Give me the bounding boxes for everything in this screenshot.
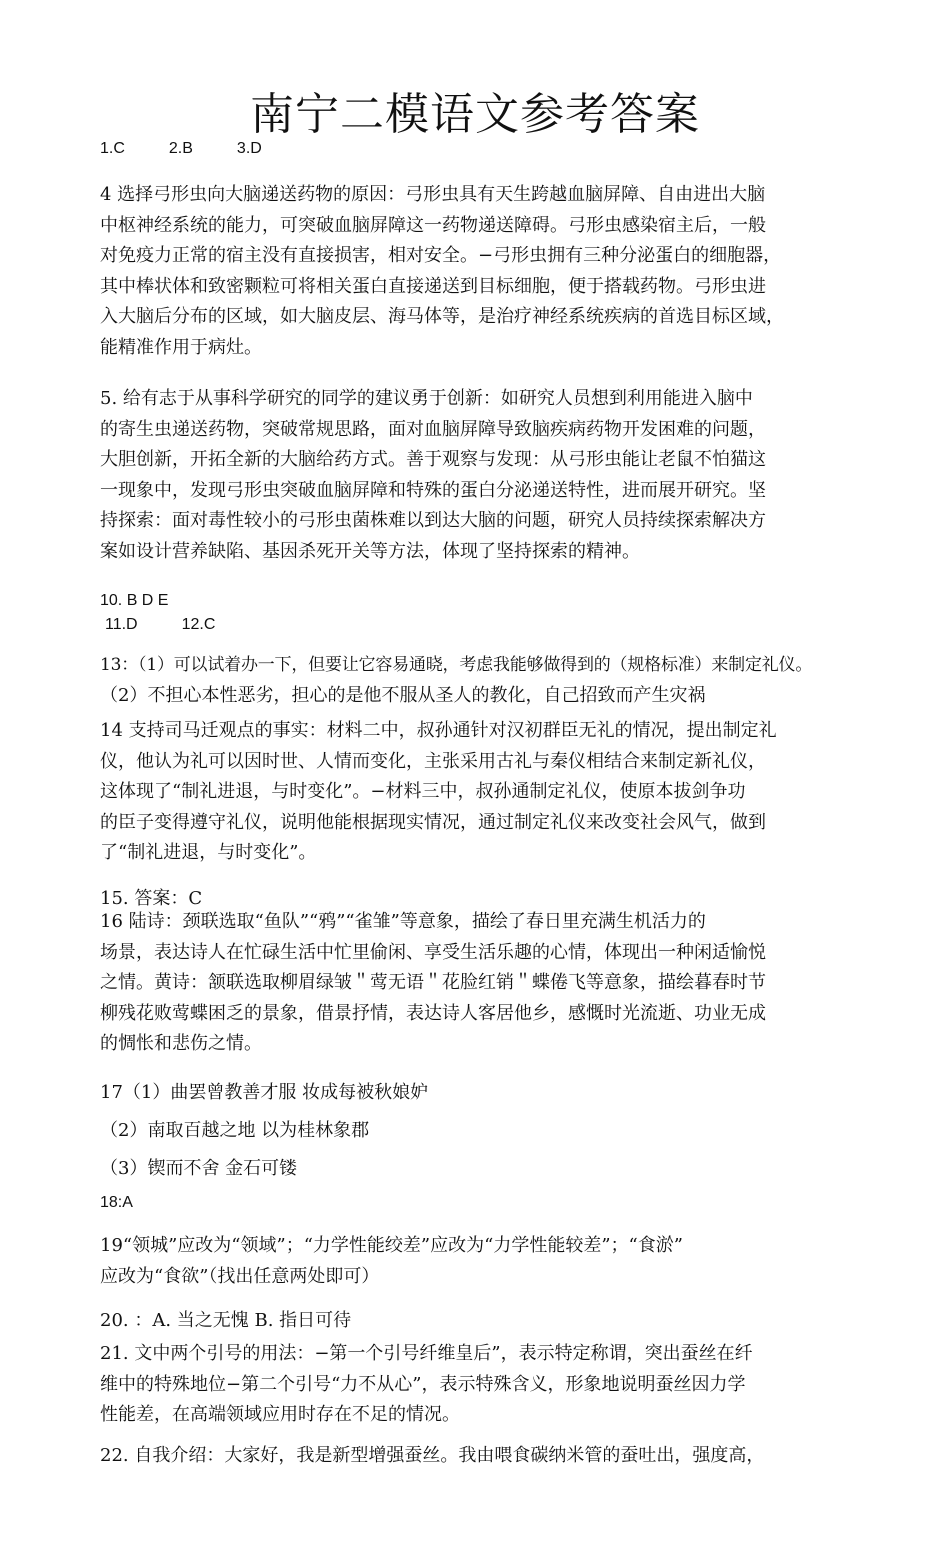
- question-16-answer: [100, 907, 845, 1060]
- text-line: （3）锲而不舍 金石可镂: [100, 1158, 298, 1179]
- answer-11: 11.D: [105, 616, 138, 633]
- text-line: 16 陆诗：颈联选取“鱼队”“鸦”“雀雏”等意象，描绘了春日里充满生机活力的: [100, 911, 706, 932]
- text-line: 之情。黄诗：颔联选取柳眉绿皱＂莺无语＂花脸红销＂蝶倦飞等意象，描绘暮春时节: [100, 972, 766, 993]
- answer-2: 2.B: [168, 140, 193, 157]
- question-19-answer: [100, 1231, 845, 1292]
- question-10-answer: 10. B D E: [100, 592, 169, 609]
- answers-1-3: [100, 134, 845, 165]
- text-line: 这体现了“制礼进退，与时变化”。−材料三中，叔孙通制定礼仪，使原本拔剑争功: [100, 781, 746, 802]
- text-line: 19“领城”应改为“领域”；“力学性能绞差”应改为“力学性能较差”；“食淤”: [100, 1235, 683, 1256]
- text-line: 的臣子变得遵守礼仪，说明他能根据现实情况，通过制定礼仪来改变社会风气，做到: [100, 811, 766, 833]
- text-line: （2）不担心本性恶劣，担心的是他不服从圣人的教化，自己招致而产生灾祸: [100, 684, 706, 706]
- text-line: 性能差，在高端领域应用时存在不足的情况。: [100, 1404, 460, 1425]
- text-line: 一现象中，发现弓形虫突破血脑屏障和特殊的蛋白分泌递送特性，进而展开研究。坚: [100, 479, 766, 501]
- text-line: 对免疫力正常的宿主没有直接损害，相对安全。−弓形虫拥有三种分泌蛋白的细胞器，: [100, 245, 782, 266]
- question-4-answer: [100, 180, 845, 363]
- text-line: 维中的特殊地位−第二个引号“力不从心”，表示特殊含义，形象地说明蚕丝因力学: [100, 1373, 746, 1395]
- text-line: 的寄生虫递送药物，突破常规思路，面对血脑屏障导致脑疾病药物开发困难的问题，: [100, 418, 766, 440]
- text-line: 柳残花败莺蝶困乏的景象，借景抒情，表达诗人客居他乡，感慨时光流逝、功业无成: [100, 1002, 766, 1024]
- answers-11-12: [105, 610, 850, 641]
- text-line: 了“制礼进退，与时变化”。: [100, 842, 317, 863]
- text-line: 5. 给有志于从事科学研究的同学的建议勇于创新：如研究人员想到利用能进入脑中: [100, 388, 753, 409]
- answer-3: 3.D: [236, 140, 262, 157]
- text-line: 持探索：面对毒性较小的弓形虫菌株难以到达大脑的问题，研究人员持续探索解决方: [100, 510, 766, 531]
- text-line: 中枢神经系统的能力，可突破血脑屏障这一药物递送障碍。弓形虫感染宿主后，一般: [100, 214, 766, 236]
- text-line: 13：（1）可以试着办一下，但要让它容易通晓，考虑我能够做得到的（规格标准）来制定礼仪。: [100, 655, 813, 675]
- question-13-answer: [100, 650, 860, 711]
- text-line: 17（1）曲罢曾教善才服 妆成每被秋娘妒: [100, 1082, 429, 1103]
- question-20-answer: 20. ：A. 当之无愧 B. 指日可待: [100, 1310, 352, 1331]
- answer-1: 1.C: [100, 140, 125, 157]
- text-line: 21. 文中两个引号的用法：−第一个引号纤维皇后”，表示特定称谓，突出蚕丝在纤: [100, 1343, 753, 1364]
- question-15-answer: 15. 答案：C: [100, 888, 203, 909]
- text-line: 的惆怅和悲伤之情。: [100, 1033, 262, 1054]
- answer-12: 12.C: [181, 616, 216, 633]
- text-line: 4 选择弓形虫向大脑递送药物的原因：弓形虫具有天生跨越血脑屏障、自由进出大脑: [100, 184, 766, 205]
- text-line: 能精准作用于病灶。: [100, 336, 262, 358]
- text-line: 14 支持司马迁观点的事实：材料二中，叔孙通针对汉初群臣无礼的情况，提出制定礼: [100, 720, 777, 741]
- question-22-answer: 22. 自我介绍：大家好，我是新型增强蚕丝。我由喂食碳纳米管的蚕吐出，强度高，: [100, 1445, 765, 1466]
- text-line: 其中棒状体和致密颗粒可将相关蛋白直接递送到目标细胞，便于搭载药物。弓形虫进: [100, 275, 766, 297]
- text-line: 仪，他认为礼可以因时世、人情而变化，主张采用古礼与秦仪相结合来制定新礼仪，: [100, 750, 766, 772]
- document-title: 南宁二模语文参考答案: [250, 89, 700, 141]
- question-14-answer: [100, 716, 845, 869]
- text-line: （2）南取百越之地 以为桂林象郡: [100, 1120, 370, 1141]
- question-18-answer: 18:A: [100, 1194, 133, 1211]
- text-line: 入大脑后分布的区域，如大脑皮层、海马体等，是治疗神经系统疾病的首选目标区域，: [100, 306, 784, 327]
- question-5-answer: [100, 384, 845, 567]
- text-line: 案如设计营养缺陷、基因杀死开关等方法，体现了坚持探索的精神。: [100, 540, 640, 562]
- question-21-answer: [100, 1339, 845, 1431]
- text-line: 应改为“食欲”（找出任意两处即可）: [100, 1265, 380, 1287]
- question-17-answer: [100, 1074, 845, 1188]
- text-line: 大胆创新，开拓全新的大脑给药方式。善于观察与发现：从弓形虫能让老鼠不怕猫这: [100, 449, 766, 470]
- text-line: 场景，表达诗人在忙碌生活中忙里偷闲、享受生活乐趣的心情，体现出一种闲适愉悦: [100, 941, 766, 963]
